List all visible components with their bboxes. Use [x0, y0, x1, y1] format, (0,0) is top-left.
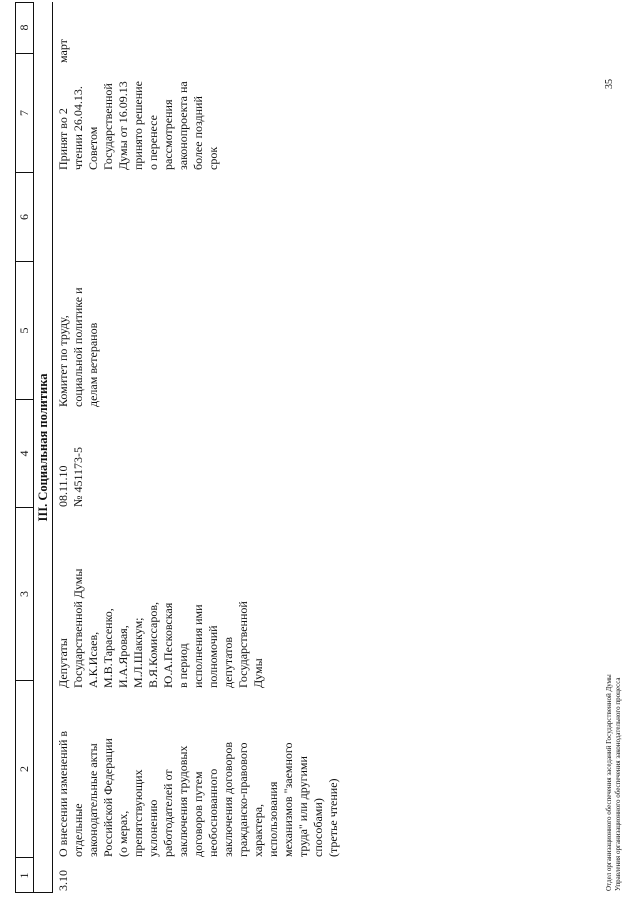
col-separator — [16, 680, 33, 681]
col-number-7: 7 — [17, 110, 31, 116]
col-separator — [16, 507, 33, 508]
footer-line-1: Отдел организационного обеспечения заседаний Государственной Думы — [605, 674, 613, 891]
col-number-1: 1 — [17, 872, 31, 879]
col-number-8: 8 — [17, 24, 31, 31]
col-number-4: 4 — [17, 450, 31, 457]
planned-month: март — [56, 39, 70, 63]
column-number-header — [15, 2, 34, 893]
row-number: 3.10 — [56, 870, 70, 891]
col-separator — [16, 399, 33, 400]
footer-line-2: Управления организационного обеспечения законодательного процесса — [614, 677, 622, 891]
bill-date-number: 08.11.10 № 451173-5 — [56, 447, 85, 507]
col-number-5: 5 — [17, 327, 31, 334]
page-number: 35 — [604, 79, 615, 89]
section-rule — [52, 2, 53, 893]
col-separator — [16, 261, 33, 262]
section-title: III. Социальная политика — [36, 373, 50, 522]
col-separator — [16, 172, 33, 173]
bill-authors: Депутаты Государственной Думы А.К.Исаев, М.В.Тарасенко, И.А.Яровая, М.Л.Шаккум; В.Я.Комиссаров, Ю.А.Песковская в период исполнения ими полномочий депутатов Государственной Думы — [56, 568, 265, 688]
col-separator — [16, 53, 33, 54]
col-number-3: 3 — [17, 591, 31, 597]
bill-status: Принят во 2 чтении 26.04.13. Советом Государственной Думы от 16.09.13 принято решение о перенесе рассмотрения законопроекта на более поздний срок — [56, 81, 220, 170]
col-number-2: 2 — [17, 766, 31, 772]
bill-title: О внесении изменений в отдельные законодательные акты Российской Федерации (о мерах, препятствующих уклонению работодателей от заключения трудовых договоров путем необоснованного заключения договоров гражданско-правового характера, использования механизмов "заемного труда" или другими способами) (третье чтение) — [56, 730, 340, 857]
col-separator — [16, 857, 33, 858]
col-number-6: 6 — [17, 214, 31, 220]
responsible-committee: Комитет по труду, социальной политике и делам ветеранов — [56, 287, 100, 407]
